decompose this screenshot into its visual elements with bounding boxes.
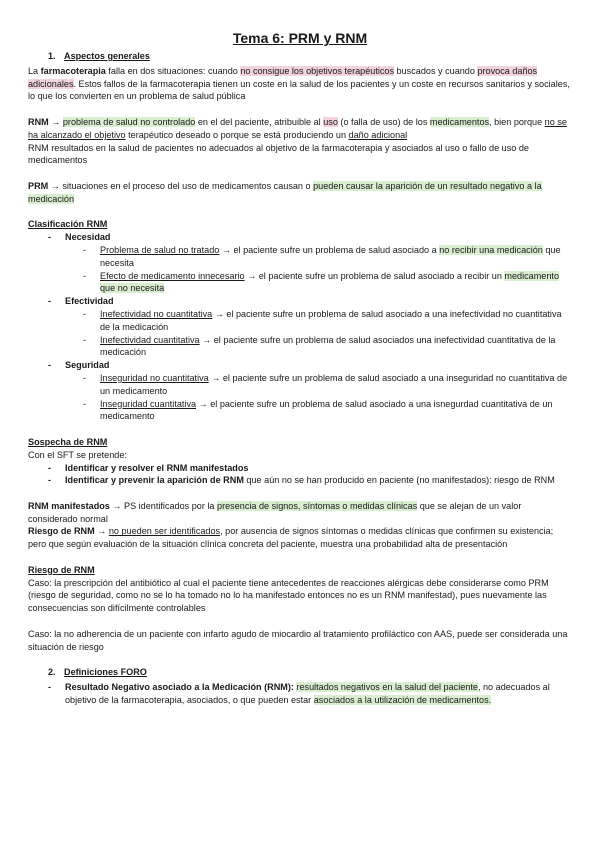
paragraph-riesgo-rnm: Riesgo de RNM → no pueden ser identificados, por ausencia de signos síntomas o medidas clínicas que confirmen su existencia; pero que según evaluación de la situación clínica concreta del paciente, muestra una probabilidad alta de presentación [28,526,554,550]
list-item-necesidad-1: - Problema de salud no tratado → el paciente sufre un problema de salud asociado a no recibir una medicación que necesita [28,244,572,270]
paragraph-rnm-definition: RNM → problema de salud no controlado en el del paciente, atribuible al uso (o falla de uso) de los medicamentos, bien porque no se ha alcanzado el objetivo terapéutico deseado o porque se está produciendo un daño adicional [28,116,567,140]
highlight-green: resultados negativos en la salud del paciente [296,682,478,693]
list-item-definicion-rnm: - Resultado Negativo asociado a la Medicación (RNM): resultados negativos en la salud del paciente, no adecuados al objetivo de la farmacoterapia, asociados, o que pueden estar asociados a la utilización de medicamentos. [28,681,572,707]
highlight-green: no recibir una medicación [439,244,543,255]
section-label: Definiciones FORO [64,667,147,678]
list-item-efectividad: - Efectividad [28,295,572,308]
page-title: Tema 6: PRM y RNM [232,30,368,46]
highlight-green: medicamento que no necesita [100,270,560,294]
highlight-green: asociados a la utilización de medicamentos. [313,694,492,705]
section-number: 1. [48,51,56,61]
list-item-efectividad-1: - Inefectividad no cuantitativa → el paciente sufre un problema de salud asociado a una inefectividad no cuantitativa de la medicación [28,308,572,334]
heading-sospecha: Sospecha de RNM [28,436,108,447]
paragraph-prm-definition: PRM → situaciones en el proceso del uso de medicamentos causan o pueden causar la aparición de un resultado negativo a la medicación [28,180,542,204]
section-label: Aspectos generales [64,51,150,61]
highlight-pink: provoca daños adicionales [28,65,538,89]
list-item-sospecha-2: - Identificar y prevenir la aparición de RNM que aún no se han producido en paciente (no manifestados): riesgo de RNM [28,474,572,487]
list-item-efectividad-2: - Inefectividad cuantitativa → el paciente sufre un problema de salud asociados una inefectividad cuantitativa de la medicación [28,334,572,360]
highlight-green: problema de salud no controlado [62,116,196,127]
list-item-sospecha-1: - Identificar y resolver el RNM manifestados [28,462,572,475]
paragraph-caso-2: Caso: la no adherencia de un paciente con infarto agudo de miocardio al tratamiento profiláctico con AAS, puede ser considerada una situación de riesgo [28,628,568,652]
list-item-seguridad-2: - Inseguridad cuantitativa → el paciente sufre un problema de salud asociado a una isnegurdad cuantitativa de un medicamento [28,398,572,424]
list-item-necesidad: - Necesidad [28,231,572,244]
paragraph-rnm-manifestados: RNM manifestados → PS identificados por la presencia de signos, síntomas o medidas clínicas que se alejan de un valor considerado normal [28,500,522,524]
highlight-green: presencia de signos, síntomas o medidas clínicas [217,500,418,511]
heading-riesgo: Riesgo de RNM [28,564,95,575]
highlight-pink: uso [323,116,338,127]
section-heading-definiciones [48,666,572,679]
section-heading-aspectos [48,50,572,63]
list-item-seguridad-1: - Inseguridad no cuantitativa → el paciente sufre un problema de salud asociado a una inseguridad no cuantitativa de un medicamento [28,372,572,398]
paragraph-caso-1: Caso: la prescripción del antibiótico al cual el paciente tiene antecedentes de reacciones alérgicas debe considerarse como PRM (riesgo de seguridad, como no se lo ha tomado no lo ha manifestado entonces no es un RNM manifestad), pues nuevamente las consecuencias son difícilmente controlables [28,577,549,614]
highlight-green: medicamentos [429,116,490,127]
highlight-pink: no consigue los objetivos terapéuticos [240,65,395,76]
paragraph-rnm-resultados: RNM resultados en la salud de pacientes no adecuados al objetivo de la farmacoterapia y asociados al uso o fallo de uso de medicamentos [28,142,529,166]
paragraph-farmacoterapia: La farmacoterapia falla en dos situaciones: cuando no consigue los objetivos terapéuticos buscados y cuando provoca daños adicionales. Estos fallos de la farmacoterapia tienen un coste en la salud de los pacientes y un coste en recursos sanitarios y sociales, lo que los convierten en un problema de salud pública [28,65,570,102]
list-item-necesidad-2: - Efecto de medicamento innecesario → el paciente sufre un problema de salud asociado a recibir un medicamento que no necesita [28,270,572,296]
heading-clasificacion: Clasificación RNM [28,219,108,230]
sospecha-intro: Con el SFT se pretende: [28,449,127,460]
list-item-seguridad: - Seguridad [28,359,572,372]
highlight-green: pueden causar la aparición de un resultado negativo a la medicación [28,180,542,204]
section-number: 2. [48,667,56,678]
